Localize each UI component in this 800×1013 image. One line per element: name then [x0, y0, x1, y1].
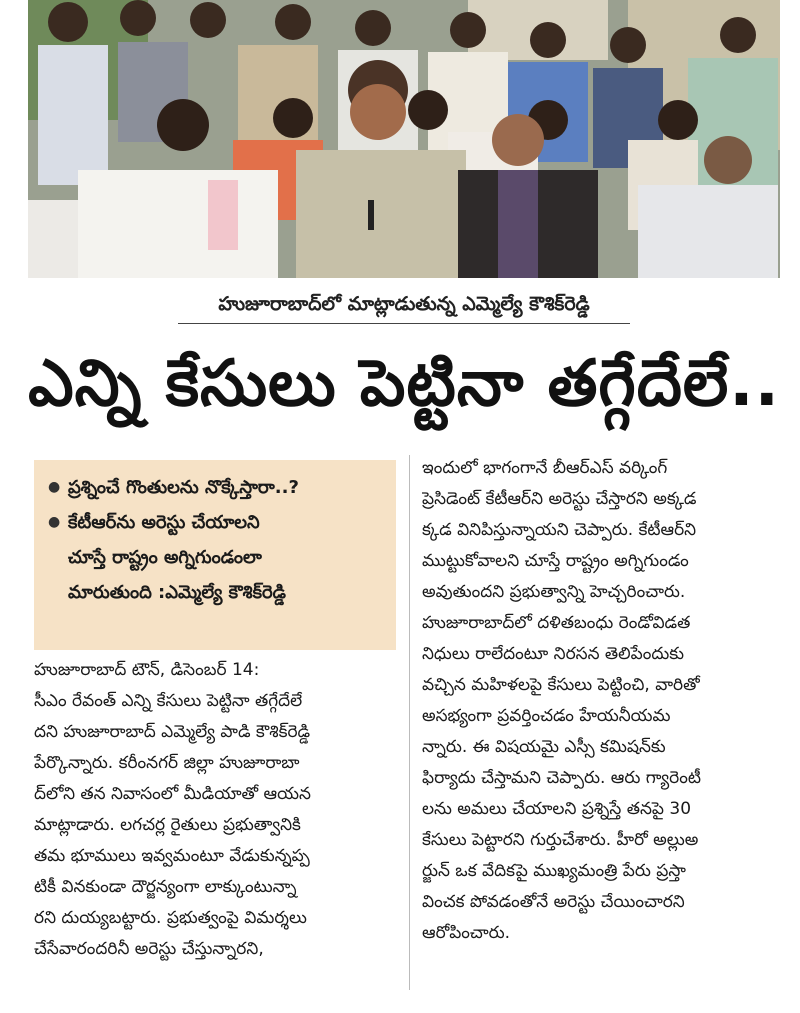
- highlights-box: [34, 460, 396, 650]
- caption-underline: [178, 323, 630, 324]
- body-line: హుజూరాబాద్ టౌన్, డిసెంబర్ 14:: [34, 660, 260, 680]
- body-line: న్నారు. ఈ విషయమై ఎస్సీ కమిషన్‌కు: [422, 737, 666, 757]
- headline: ఎన్ని కేసులు పెట్టినా తగ్గేదేలే..: [28, 346, 780, 421]
- body-line: ఆరోపించారు.: [422, 923, 511, 943]
- highlight-item: [48, 470, 386, 505]
- body-line: కేసులు పెట్టారని గుర్తుచేశారు. హీరో అల్లుఅ: [422, 830, 699, 850]
- body-line: ఫిర్యాదు చేస్తామని చెప్పారు. ఆరు గ్యారెంటీ: [422, 768, 701, 788]
- body-line: నిధులు రాలేదంటూ నిరసన తెలిపేందుకు: [422, 644, 684, 664]
- highlight-line: ప్రశ్నించే గొంతులను నొక్కేస్తారా..?: [68, 477, 299, 498]
- body-line: లను అమలు చేయాలని ప్రశ్నిస్తే తనపై 30: [422, 799, 692, 819]
- body-line: మాట్లాడారు. లగచర్ల రైతులు ప్రభుత్వానికి: [34, 815, 301, 835]
- column-divider: [409, 455, 410, 990]
- body-line: ఇందులో భాగంగానే బీఆర్ఎస్ వర్కింగ్: [422, 458, 668, 478]
- body-line: దని హుజూరాబాద్ ఎమ్మెల్యే పాడి కౌశిక్‌రెడ్డి: [34, 722, 311, 742]
- body-line: పేర్కొన్నారు. కరీంనగర్ జిల్లా హుజూరాబా: [34, 753, 300, 773]
- body-line: అవుతుందని ప్రభుత్వాన్ని హెచ్చరించారు.: [422, 582, 686, 602]
- body-line: వించక పోవడంతోనే అరెస్టు చేయించారని: [422, 892, 685, 912]
- body-line: టికీ వినకుండా దౌర్జన్యంగా లాక్కుంటున్నా: [34, 877, 297, 897]
- body-line: ర్జున్ ఒక వేదికపై ముఖ్యమంత్రి పేరు ప్రస్తా: [422, 861, 686, 881]
- photo-caption-text: హుజూరాబాద్‌లో మాట్లాడుతున్న ఎమ్మెల్యే కౌశిక్‌రెడ్డి: [218, 292, 590, 315]
- body-line: సీఎం రేవంత్ ఎన్ని కేసులు పెట్టినా తగ్గేదేలే: [34, 691, 303, 711]
- news-photo: [28, 0, 780, 278]
- body-line: ద్‌లోని తన నివాసంలో మీడియాతో ఆయన: [34, 784, 311, 804]
- bullet-icon: ●: [48, 479, 61, 495]
- body-line: హుజూరాబాద్‌లో దళితబంధు రెండోవిడత: [422, 613, 691, 633]
- bullet-icon: ●: [48, 514, 61, 530]
- highlight-line: కేటీఆర్‌ను అరెస్టు చేయాలని: [68, 512, 260, 533]
- body-line: చేసేవారందరినీ అరెస్టు చేస్తున్నారని,: [34, 939, 264, 959]
- article-body-left: [34, 655, 396, 965]
- highlight-line: మారుతుంది :ఎమ్మెల్యే కౌశిక్‌రెడ్డి: [68, 582, 286, 603]
- highlight-line: చూస్తే రాష్ట్రం అగ్నిగుండంలా: [68, 547, 262, 568]
- body-line: ప్రెసిడెంట్ కేటీఆర్‌ని అరెస్టు చేస్తారని అక్కడ: [422, 489, 697, 509]
- photo-caption: [28, 286, 780, 326]
- body-line: వచ్చిన మహిళలపై కేసులు పెట్టించి, వారితో: [422, 675, 700, 695]
- body-line: రని దుయ్యబట్టారు. ప్రభుత్వంపై విమర్శలు: [34, 908, 307, 928]
- body-line: తమ భూములు ఇవ్వమంటూ వేడుకున్నప్ప: [34, 846, 310, 866]
- body-line: క్కడ వినిపిస్తున్నాయని చెప్పారు. కేటీఆర్‌ని: [422, 520, 697, 540]
- body-line: ముట్టుకోవాలని చూస్తే రాష్ట్రం అగ్నిగుండం: [422, 551, 689, 571]
- highlight-item: [48, 505, 386, 610]
- article-body-right: [422, 453, 780, 949]
- body-line: అసభ్యంగా ప్రవర్తించడం హేయనీయమ: [422, 706, 671, 726]
